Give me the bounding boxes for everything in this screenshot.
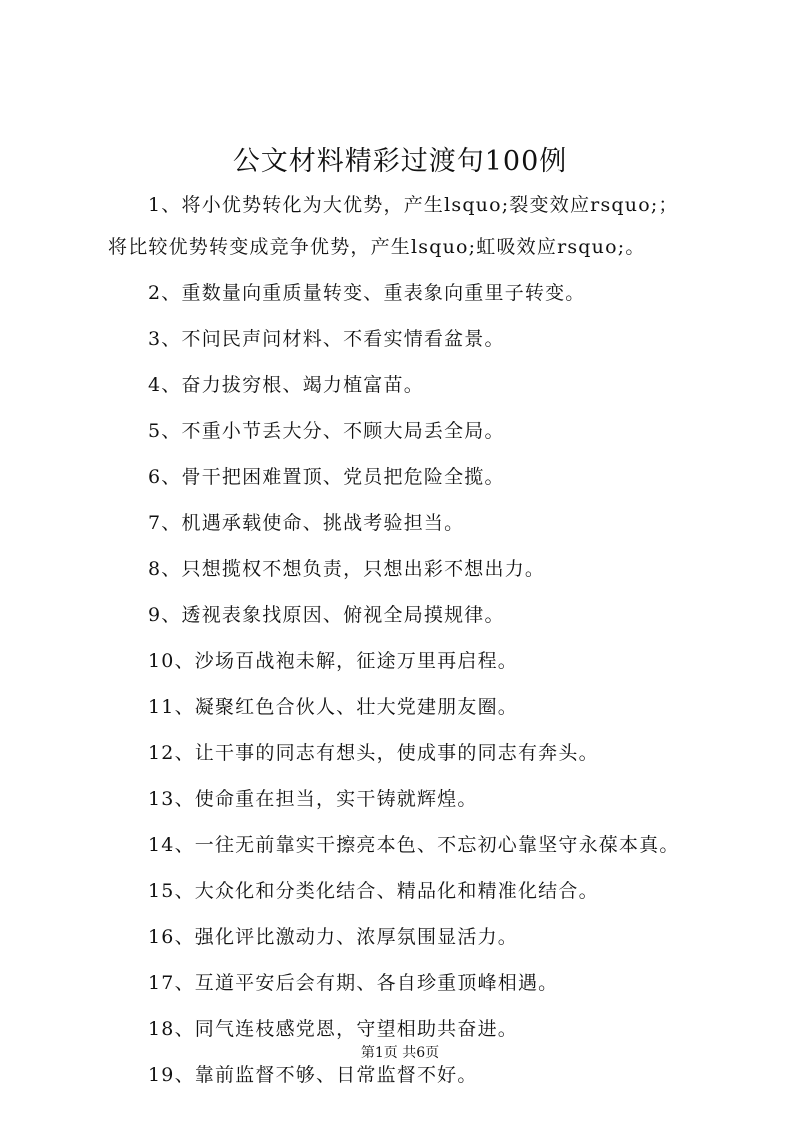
page-footer: 第1页 共6页 [360,1045,440,1061]
paragraph-line: 13、使命重在担当，实干铸就辉煌。 [148,788,478,810]
paragraph-line: 16、强化评比激动力、浓厚氛围显活力。 [148,926,518,948]
paragraph-line: 17、互道平安后会有期、各自珍重顶峰相遇。 [148,972,559,994]
paragraph-line: 12、让干事的同志有想头，使成事的同志有奔头。 [148,742,599,764]
paragraph-line: 14、一往无前靠实干擦亮本色、不忘初心靠坚守永葆本真。 [148,834,680,856]
paragraph-line: 1、将小优势转化为大优势，产生lsquo;裂变效应rsquo;； [148,194,679,216]
paragraph-line: 7、机遇承载使命、挑战考验担当。 [148,512,465,534]
paragraph-line: 15、大众化和分类化结合、精品化和精准化结合。 [148,880,599,902]
paragraph-line: 5、不重小节丢大分、不顾大局丢全局。 [148,420,505,442]
paragraph-line: 8、只想揽权不想负责，只想出彩不想出力。 [148,558,546,580]
paragraph-line: 3、不问民声问材料、不看实情看盆景。 [148,328,505,350]
paragraph-line: 18、同气连枝感党恩，守望相助共奋进。 [148,1018,518,1040]
paragraph-line: 9、透视表象找原因、俯视全局摸规律。 [148,604,505,626]
paragraph-line: 11、凝聚红色合伙人、壮大党建朋友圈。 [148,696,518,718]
paragraph-line: 2、重数量向重质量转变、重表象向重里子转变。 [148,282,586,304]
paragraph-line: 19、靠前监督不够、日常监督不好。 [148,1064,478,1086]
paragraph-line: 4、奋力拔穷根、竭力植富苗。 [148,374,424,396]
paragraph-line: 6、骨干把困难置顶、党员把危险全揽。 [148,466,505,488]
paragraph-line: 将比较优势转变成竞争优势，产生lsquo;虹吸效应rsquo;。 [108,236,646,258]
page-title: 公文材料精彩过渡句100例 [232,146,568,177]
paragraph-line: 10、沙场百战袍未解，征途万里再启程。 [148,650,518,672]
